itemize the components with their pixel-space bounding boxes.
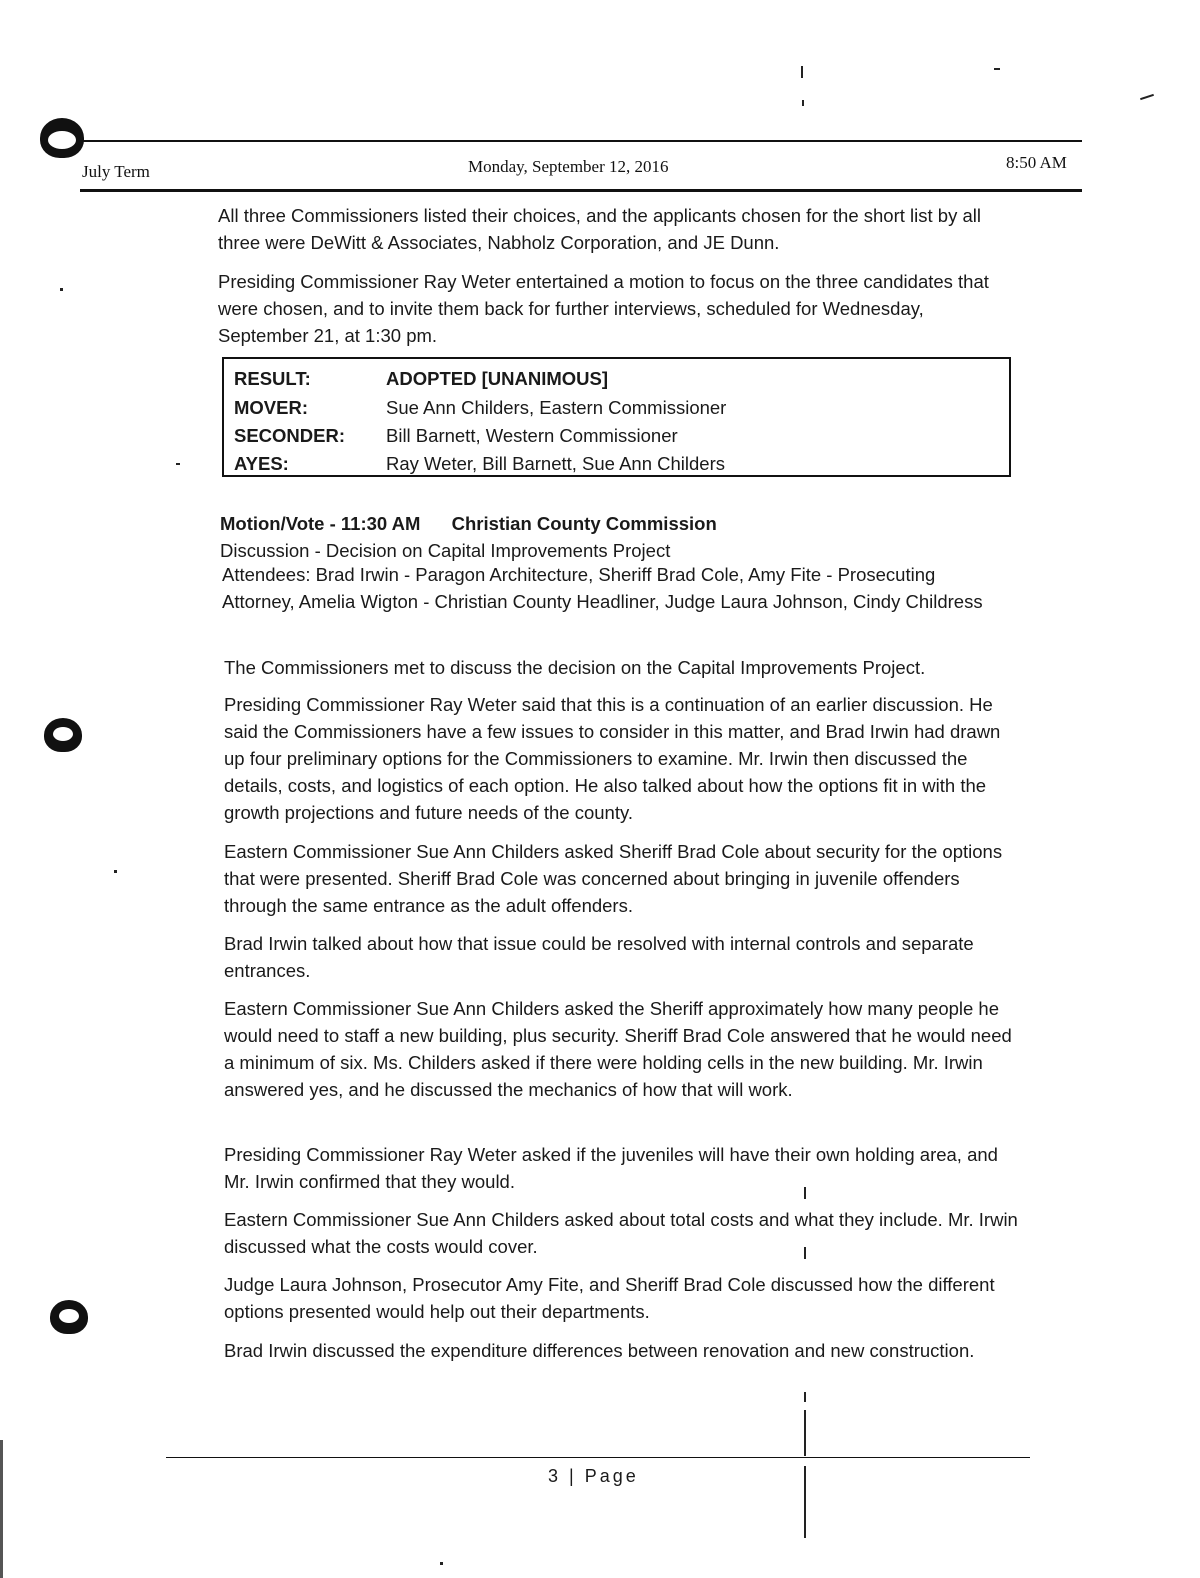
scan-mark	[440, 1562, 443, 1565]
punch-hole-bottom	[50, 1300, 88, 1334]
scan-mark	[60, 288, 63, 291]
paragraph-internal-controls: Brad Irwin talked about how that issue could be resolved with internal controls and separate entrances.	[224, 933, 974, 981]
header-term: July Term	[82, 162, 150, 181]
vote-ayes-label: AYES:	[234, 453, 289, 474]
paragraph-met-to-discuss: The Commissioners met to discuss the decision on the Capital Improvements Project.	[224, 657, 926, 678]
motion-heading-body: Christian County Commission	[451, 513, 717, 534]
vote-seconder-value: Bill Barnett, Western Commissioner	[386, 425, 678, 446]
vote-result-table	[222, 357, 1011, 477]
paragraph-total-costs: Eastern Commissioner Sue Ann Childers asked about total costs and what they include. Mr. Irwin discussed what the costs would cover.	[224, 1209, 1018, 1257]
scan-mark	[804, 1410, 806, 1456]
paragraph-departments: Judge Laura Johnson, Prosecutor Amy Fite, and Sheriff Brad Cole discussed how the different options presented would help out their departments.	[224, 1274, 995, 1322]
scan-mark	[994, 68, 1000, 70]
header-date: Monday, September 12, 2016	[468, 157, 669, 176]
scan-mark	[114, 870, 117, 873]
paragraph-motion-entertained: Presiding Commissioner Ray Weter entertained a motion to focus on the three candidates that were chosen, and to invite them back for further interviews, scheduled for Wednesday, September 21, at 1:30 pm.	[218, 271, 989, 346]
punch-hole-middle	[44, 718, 82, 752]
paragraph-expenditure: Brad Irwin discussed the expenditure differences between renovation and new construction.	[224, 1340, 975, 1361]
scan-mark	[804, 1392, 806, 1402]
header-time: 8:50 AM	[1006, 153, 1067, 172]
scan-edge	[0, 1440, 3, 1578]
page-number: 3 | Page	[548, 1466, 639, 1486]
scan-mark	[802, 100, 804, 106]
footer-rule	[166, 1457, 1030, 1458]
vote-result-value: ADOPTED [UNANIMOUS]	[386, 368, 608, 389]
scan-mark	[1140, 94, 1154, 100]
motion-attendees: Attendees: Brad Irwin - Paragon Architecture, Sheriff Brad Cole, Amy Fite - Prosecuting Attorney, Amelia Wigton - Christian County Headliner, Judge Laura Johnson, Cindy Childress	[222, 564, 983, 612]
motion-discussion: Discussion - Decision on Capital Improvements Project	[220, 540, 671, 561]
scan-mark	[801, 66, 803, 78]
motion-heading-label: Motion/Vote - 11:30 AM	[220, 513, 421, 534]
motion-heading	[220, 513, 717, 535]
header-top-rule	[80, 140, 1082, 142]
vote-result-label: RESULT:	[234, 368, 311, 389]
paragraph-continuation: Presiding Commissioner Ray Weter said that this is a continuation of an earlier discussion. He said the Commissioners have a few issues to consider in this matter, and Brad Irwin had drawn up four preliminary options for the Commissioners to examine. Mr. Irwin then discussed the details, costs, and logistics of each option. He also talked about how the options fit in with the growth projections and future needs of the county.	[224, 694, 1001, 823]
vote-mover-value: Sue Ann Childers, Eastern Commissioner	[386, 397, 727, 418]
paragraph-staffing: Eastern Commissioner Sue Ann Childers asked the Sheriff approximately how many people he would need to staff a new building, plus security. Sheriff Brad Cole answered that he would need a minimum of six. Ms. Childers asked if there were holding cells in the new building. Mr. Irwin answered yes, and he discussed the mechanics of how that will work.	[224, 998, 1012, 1100]
header-bottom-rule	[80, 189, 1082, 192]
punch-hole-top	[40, 118, 84, 158]
vote-mover-label: MOVER:	[234, 397, 308, 418]
vote-ayes-value: Ray Weter, Bill Barnett, Sue Ann Childers	[386, 453, 725, 474]
scan-mark	[176, 463, 180, 465]
paragraph-juveniles: Presiding Commissioner Ray Weter asked if the juveniles will have their own holding area, and Mr. Irwin confirmed that they would.	[224, 1144, 998, 1192]
vote-seconder-label: SECONDER:	[234, 425, 346, 446]
scan-mark	[804, 1466, 806, 1538]
paragraph-security: Eastern Commissioner Sue Ann Childers asked Sheriff Brad Cole about security for the options that were presented. Sheriff Brad Cole was concerned about bringing in juvenile offenders through the same entrance as the adult offenders.	[224, 841, 1003, 916]
paragraph-shortlist: All three Commissioners listed their choices, and the applicants chosen for the short list by all three were DeWitt & Associates, Nabholz Corporation, and JE Dunn.	[218, 205, 981, 253]
